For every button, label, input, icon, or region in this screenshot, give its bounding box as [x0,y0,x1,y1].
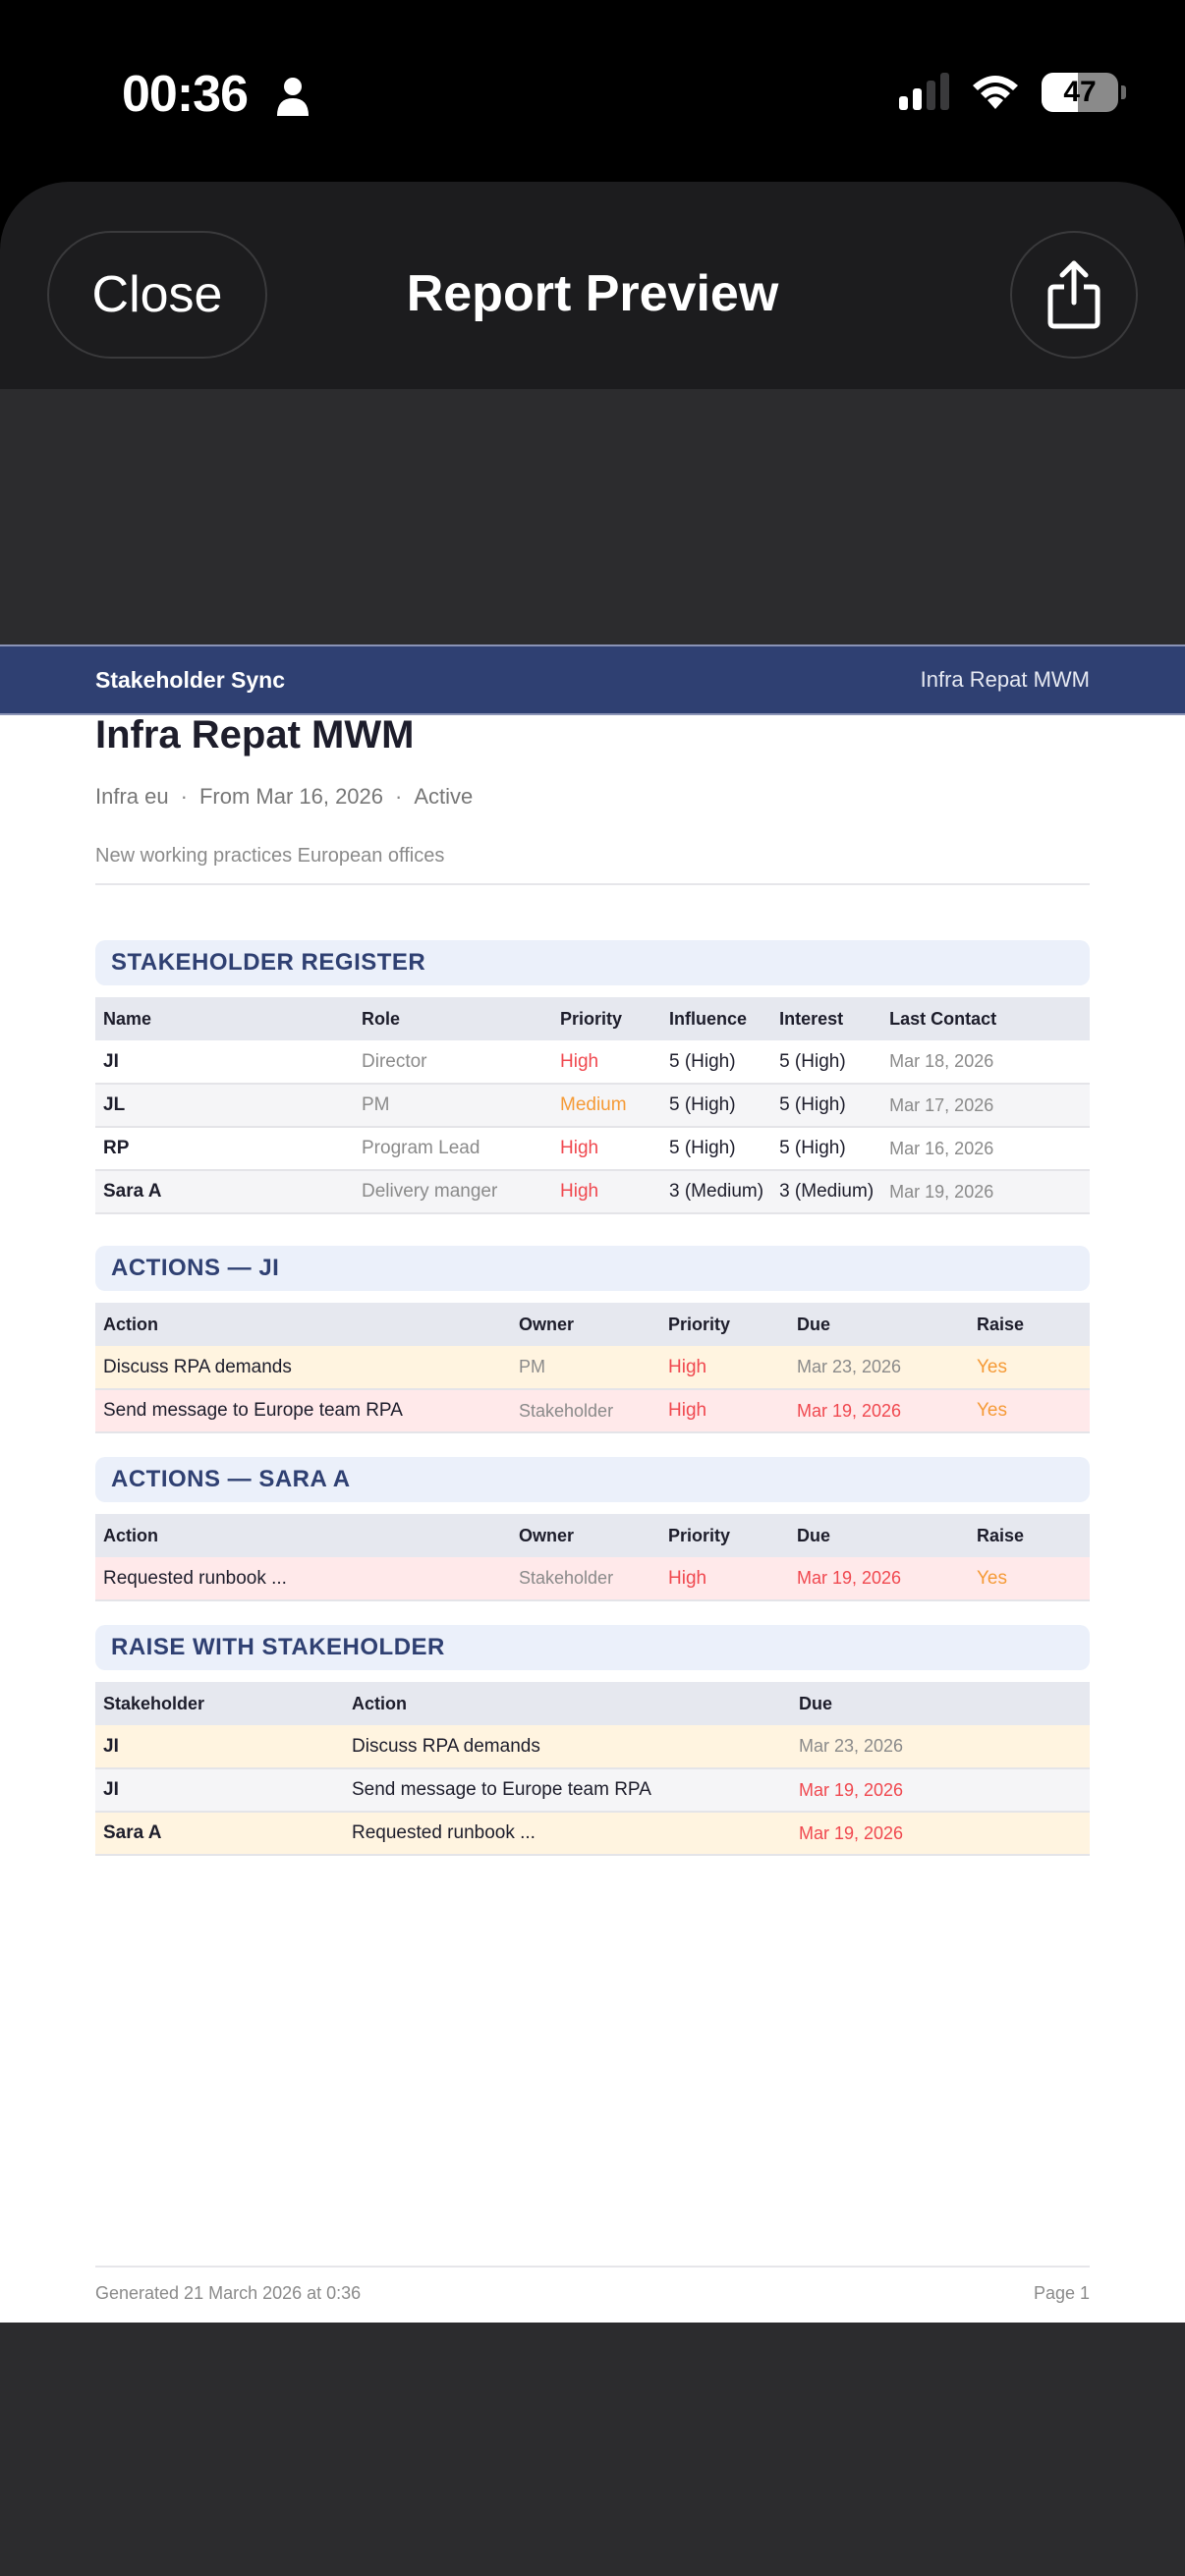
table-row: JI Discuss RPA demands Mar 23, 2026 [95,1725,1090,1768]
share-icon [1044,259,1103,330]
report-header-band [0,644,1185,715]
nav-bar [0,182,1185,389]
status-bar [0,0,1185,182]
report-title: Infra Repat MWM [95,713,415,756]
report-description: New working practices European offices [95,845,1090,885]
actions-sara-table: Action Owner Priority Due Raise Requested runbook ... Stakeholder High Mar 19, 2026 Yes [95,1514,1090,1601]
stakeholder-register-table: Name Role Priority Influence Interest Last Contact JI Director High 5 (High) 5 (High) Mar 18, 2026 JL PM Medium 5 (High) 5 (High) Mar 17, 2026 RP Program Lead High 5 (High) 5 (High) Mar 16, 2026 Sara A Delivery manger High 3 (Medium) 3 (Medium) Mar 19, 2026 [95,997,1090,1214]
table-row: Sara A Requested runbook ... Mar 19, 2026 [95,1812,1090,1855]
generated-timestamp: Generated 21 March 2026 at 0:36 [95,2283,362,2303]
status-time: 00:36 [122,66,248,123]
table-row: Discuss RPA demands PM High Mar 23, 2026 Yes [95,1346,1090,1389]
project-name: Infra Repat MWM [920,667,1090,692]
battery-level: 47 [1063,76,1097,108]
raise-table: Stakeholder Action Due JI Discuss RPA demands Mar 23, 2026 JI Send message to Europe team RPA Mar 19, 2026 Sara A Requested runbook ... Mar 19, 2026 [95,1682,1090,1856]
table-row: Send message to Europe team RPA Stakeholder High Mar 19, 2026 Yes [95,1389,1090,1432]
report-page[interactable] [0,644,1185,2323]
signal-icon [899,75,949,110]
close-button[interactable]: Close [47,231,267,359]
table-row: JL PM Medium 5 (High) 5 (High) Mar 17, 2026 [95,1084,1090,1127]
section-raise-with-stakeholder: RAISE WITH STAKEHOLDER [95,1625,1090,1670]
report-footer [95,2266,1090,2304]
section-stakeholder-register: STAKEHOLDER REGISTER [95,940,1090,985]
table-row: Requested runbook ... Stakeholder High Mar 19, 2026 Yes [95,1557,1090,1600]
report-meta: Infra eu · From Mar 16, 2026 · Active [95,784,474,809]
section-actions-ji: ACTIONS — JI [95,1246,1090,1291]
wifi-icon [971,74,1020,111]
table-row: Sara A Delivery manger High 3 (Medium) 3 (Medium) Mar 19, 2026 [95,1170,1090,1213]
table-row: JI Director High 5 (High) 5 (High) Mar 18, 2026 [95,1040,1090,1084]
share-button[interactable] [1010,231,1138,359]
meta-team: Infra eu [95,784,169,809]
section-actions-sara: ACTIONS — SARA A [95,1457,1090,1502]
battery-icon [1042,73,1118,112]
page-number: Page 1 [1033,2283,1090,2303]
page-title: Report Preview [406,265,779,322]
table-row: RP Program Lead High 5 (High) 5 (High) Mar 16, 2026 [95,1127,1090,1170]
meta-start-date: From Mar 16, 2026 [198,784,384,809]
app-name: Stakeholder Sync [95,666,286,693]
actions-ji-table: Action Owner Priority Due Raise Discuss RPA demands PM High Mar 23, 2026 Yes Send message to Europe team RPA Stakeholder High Mar 19, 2026 Yes [95,1303,1090,1433]
person-icon [275,77,310,116]
meta-status: Active [414,784,474,809]
table-row: JI Send message to Europe team RPA Mar 19, 2026 [95,1768,1090,1812]
